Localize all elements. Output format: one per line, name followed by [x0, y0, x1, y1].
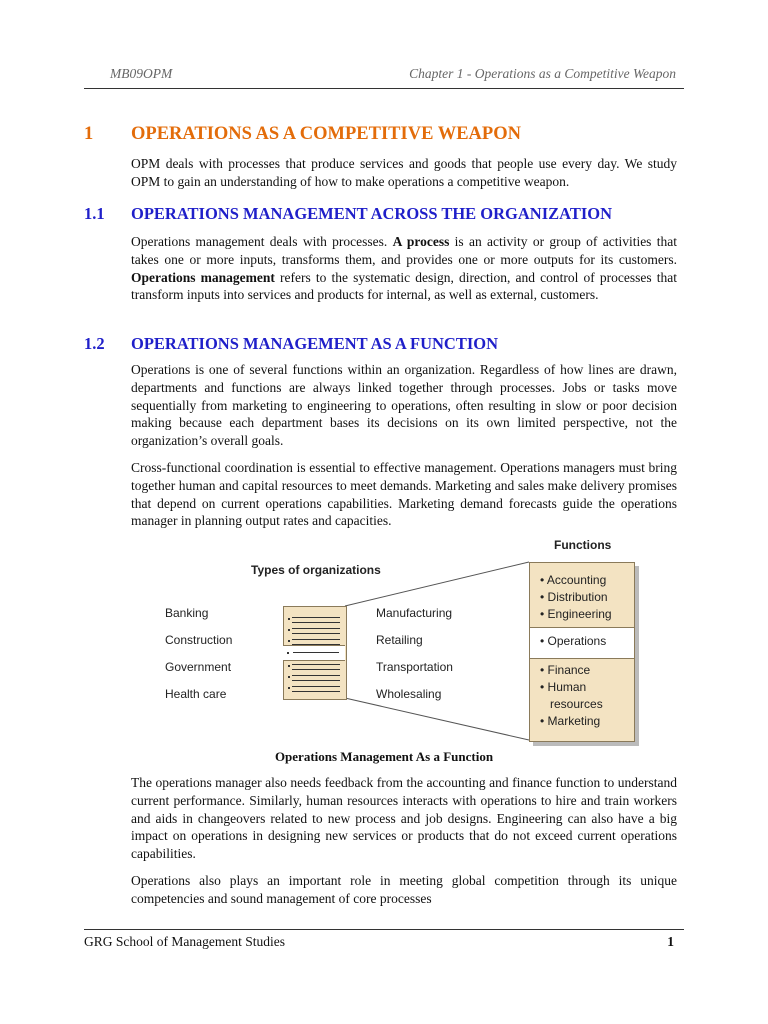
section-1-2-paragraph-4: Operations also plays an important role in meeting global competition through its unique competencies and sound management of core processes: [131, 873, 677, 906]
section-title: OPERATIONS AS A COMPETITIVE WEAPON: [131, 124, 521, 144]
bullet-dot: [288, 687, 290, 689]
chart-line: [292, 675, 340, 681]
org-right-item: Wholesaling: [376, 687, 442, 701]
function-item: • Engineering: [540, 607, 612, 621]
section-1-1-heading: [84, 204, 684, 224]
page-header: [84, 62, 684, 89]
org-left-item: Health care: [165, 687, 227, 701]
function-item: • Accounting: [540, 573, 607, 587]
org-left-item: Government: [165, 660, 232, 674]
section-title: OPERATIONS MANAGEMENT ACROSS THE ORGANIZATION: [131, 204, 613, 223]
bullet-dot: [288, 676, 290, 678]
bullet-dot: [288, 640, 290, 642]
page-number: 1: [667, 934, 674, 949]
function-item: resources: [550, 697, 603, 711]
bullet-dot: [288, 618, 290, 620]
header-chapter-title: Chapter 1 - Operations as a Competitive Weapon: [409, 66, 676, 81]
chart-line: [292, 664, 340, 670]
operations-highlight-band: [283, 645, 345, 661]
chart-line: [292, 628, 340, 634]
section-1-paragraph: OPM deals with processes that produce services and goods that people use every day. We study OPM to gain an understanding of how to make operations a competitive weapon.: [131, 156, 677, 189]
section-number: 1.2: [84, 334, 105, 353]
page-footer: [84, 929, 684, 949]
section-1-2-heading: [84, 334, 684, 354]
text-run: Operations management deals with processes.: [131, 234, 393, 249]
bullet-dot: [287, 652, 289, 654]
bullet-dot: [288, 629, 290, 631]
text-run: refers to the systematic design, direction, and control of processes that transform inputs into services and products for internal, as well as external, customers.: [131, 269, 677, 303]
functions-box: [529, 562, 635, 742]
function-item: • Distribution: [540, 590, 608, 604]
org-right-item: Retailing: [376, 633, 423, 647]
chart-line: [293, 652, 339, 653]
types-of-organizations-title: Types of organizations: [251, 563, 381, 577]
function-item: • Human: [540, 680, 587, 694]
chart-line: [292, 617, 340, 623]
section-1-2-paragraph-2: Cross-functional coordination is essential to effective management. Operations managers must bring together human and capital resources to meet demands. Marketing and sales make delivery promises that depend on current operations capabilities. Marketing demand forecasts guide the operations manager in planning output rates and capacities.: [131, 460, 677, 529]
section-title: OPERATIONS MANAGEMENT AS A FUNCTION: [131, 334, 499, 353]
org-left-item: Construction: [165, 633, 233, 647]
bullet-dot: [288, 665, 290, 667]
term-operations-management: Operations management: [131, 269, 275, 285]
figure-caption: Operations Management As a Function: [274, 749, 494, 764]
functions-figure: [131, 530, 677, 744]
operations-function-band: [530, 627, 634, 659]
function-item-operations: • Operations: [540, 634, 607, 648]
function-item: • Marketing: [540, 714, 601, 728]
header-course-code: MB09OPM: [110, 66, 173, 81]
section-number: 1: [84, 124, 94, 144]
functions-title: Functions: [554, 538, 612, 552]
org-left-item: Banking: [165, 606, 209, 620]
footer-school-name: GRG School of Management Studies: [84, 934, 285, 949]
org-right-item: Manufacturing: [376, 606, 453, 620]
function-item: • Finance: [540, 663, 591, 677]
section-1-2-paragraph-3: The operations manager also needs feedback from the accounting and finance function to understand current performance. Similarly, human resources interacts with operations to hire and train workers and aids in changeovers related to new process and job designs. Engineering can also have a big impact on operations in designing new services or products that do not exceed current operations capabilities.: [131, 775, 677, 862]
org-right-item: Transportation: [376, 660, 453, 674]
section-1-2-paragraph-1: Operations is one of several functions within an organization. Regardless of how lines are drawn, departments and functions are always linked together through processes. Jobs or tasks move sequentially from marketing to engineering to operations, often resulting in slow or poor decision making because each department bases its decisions on its own limited perspective, not the organization’s overall goals.: [131, 362, 677, 449]
section-number: 1.1: [84, 204, 105, 223]
section-1-1-paragraph: [131, 233, 677, 304]
section-1-heading: [84, 124, 684, 146]
term-a-process: A process: [392, 234, 450, 249]
text-run: is an activity or group of activities that takes one or more inputs, transforms them, and provides one or more outputs for its customers.: [131, 234, 677, 267]
chart-line: [292, 686, 340, 692]
